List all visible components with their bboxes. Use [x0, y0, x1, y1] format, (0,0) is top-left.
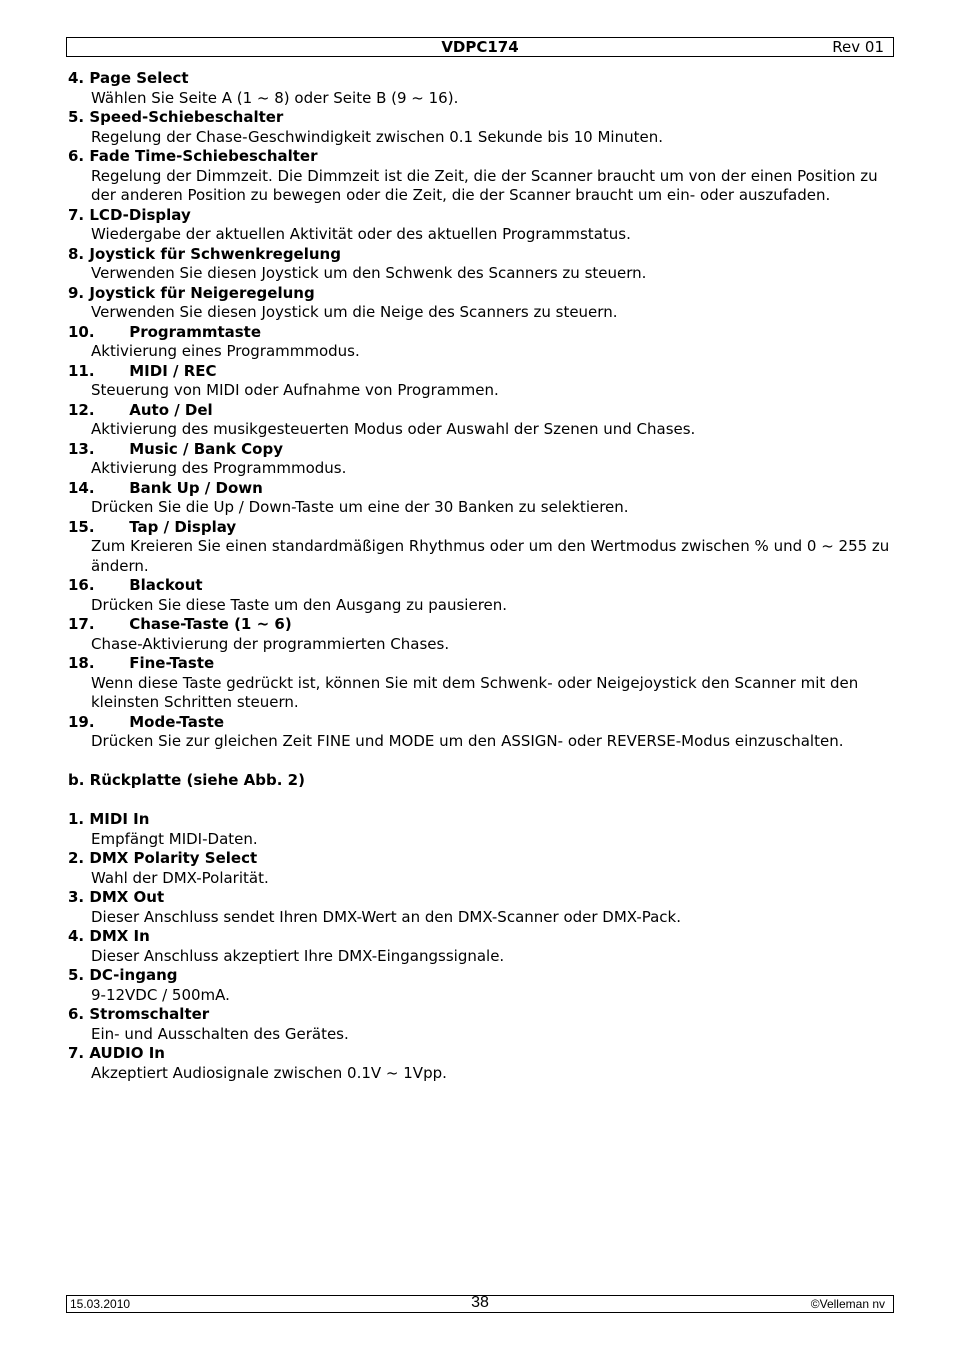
- item-heading: [68, 206, 894, 226]
- list-item: [68, 576, 894, 615]
- item-number: 3.: [68, 888, 85, 906]
- item-description: Dieser Anschluss sendet Ihren DMX-Wert an den DMX-Scanner oder DMX-Pack.: [91, 907, 682, 926]
- item-description: Regelung der Chase-Geschwindigkeit zwischen 0.1 Sekunde bis 10 Minuten.: [91, 127, 663, 146]
- item-number: 5.: [68, 108, 85, 126]
- item-description: Drücken Sie die Up / Down-Taste um eine der 30 Banken zu selektieren.: [91, 498, 629, 516]
- item-title: Blackout: [129, 576, 203, 594]
- item-heading: [68, 1005, 894, 1025]
- item-description: Drücken Sie diese Taste um den Ausgang zu pausieren.: [91, 595, 508, 614]
- item-heading: [68, 927, 894, 947]
- item-title: DMX In: [89, 927, 150, 945]
- item-title: Bank Up / Down: [129, 478, 263, 497]
- list-item: [68, 69, 894, 108]
- item-heading: [68, 1044, 894, 1064]
- item-heading: [68, 849, 894, 869]
- list-item: [68, 108, 894, 147]
- item-number: 4.: [68, 69, 85, 87]
- item-title: DC-ingang: [89, 966, 178, 984]
- item-number: 17.: [68, 615, 95, 633]
- item-heading: [68, 810, 894, 830]
- spacer: [68, 752, 894, 772]
- list-item: [68, 284, 894, 323]
- item-heading: [68, 440, 894, 460]
- item-heading: [68, 888, 894, 908]
- footer-copyright: ©Velleman nv: [810, 1297, 885, 1311]
- section-title-rear-panel: b. Rückplatte (siehe Abb. 2): [68, 771, 305, 789]
- item-heading: [68, 245, 894, 265]
- item-title: Mode-Taste: [129, 712, 225, 731]
- list-item: [68, 888, 894, 927]
- list-item: [68, 713, 894, 752]
- item-number: 10.: [68, 322, 95, 341]
- item-title: Auto / Del: [129, 400, 213, 419]
- list-item: [68, 362, 894, 401]
- item-description: Steuerung von MIDI oder Aufnahme von Programmen.: [91, 381, 499, 399]
- item-number: 12.: [68, 400, 95, 419]
- item-title: DMX Out: [89, 888, 165, 906]
- item-title: MIDI / REC: [129, 361, 217, 380]
- item-number: 6.: [68, 147, 85, 165]
- item-number: 7.: [68, 205, 85, 224]
- revision-label: Rev 01: [832, 38, 884, 56]
- item-title: MIDI In: [89, 810, 150, 828]
- list-item: [68, 966, 894, 1005]
- item-heading: [68, 518, 894, 538]
- page-footer: [66, 1295, 894, 1313]
- item-title: Joystick für Schwenkregelung: [89, 244, 341, 263]
- list-item: [68, 147, 894, 206]
- item-title: Page Select: [89, 69, 189, 87]
- item-description: Empfängt MIDI-Daten.: [91, 829, 258, 848]
- list-item: [68, 401, 894, 440]
- item-number: 16.: [68, 576, 95, 594]
- item-title: LCD-Display: [89, 205, 191, 224]
- item-heading: [68, 654, 894, 674]
- item-number: 14.: [68, 478, 95, 497]
- front-panel-list: [68, 69, 894, 752]
- item-heading: [68, 284, 894, 304]
- item-description: Verwenden Sie diesen Joystick um den Schwenk des Scanners zu steuern.: [91, 264, 647, 282]
- item-description: Dieser Anschluss akzeptiert Ihre DMX-Eingangssignale.: [91, 946, 505, 965]
- item-number: 9.: [68, 283, 85, 302]
- document-body: [68, 69, 894, 1083]
- item-description: Ein- und Ausschalten des Gerätes.: [91, 1024, 349, 1043]
- list-item: [68, 518, 894, 577]
- list-item: [68, 440, 894, 479]
- item-description: Aktivierung des Programmmodus.: [91, 459, 347, 477]
- item-heading: [68, 576, 894, 596]
- item-number: 7.: [68, 1044, 85, 1062]
- item-title: Joystick für Neigeregelung: [89, 283, 315, 302]
- item-description: Wiedergabe der aktuellen Aktivität oder des aktuellen Programmstatus.: [91, 225, 631, 243]
- item-number: 2.: [68, 849, 85, 867]
- item-number: 18.: [68, 654, 95, 672]
- item-title: Chase-Taste (1 ~ 6): [129, 615, 292, 633]
- list-item: [68, 1044, 894, 1083]
- item-title: AUDIO In: [89, 1044, 165, 1062]
- list-item: [68, 654, 894, 713]
- item-title: Tap / Display: [129, 517, 237, 536]
- footer-date: 15.03.2010: [70, 1297, 131, 1311]
- item-description: Wahl der DMX-Polarität.: [91, 868, 269, 887]
- item-title: Programmtaste: [129, 322, 262, 341]
- item-number: 19.: [68, 712, 95, 731]
- rear-panel-list: [68, 810, 894, 1083]
- item-heading: [68, 966, 894, 986]
- item-number: 8.: [68, 244, 85, 263]
- list-item: [68, 849, 894, 888]
- item-description: Zum Kreieren Sie einen standardmäßigen Rhythmus oder um den Wertmodus zwischen % und 0 ~ 255 zu ändern.: [91, 537, 890, 575]
- item-title: Music / Bank Copy: [129, 439, 283, 458]
- item-description: Aktivierung des musikgesteuerten Modus oder Auswahl der Szenen und Chases.: [91, 420, 696, 438]
- list-item: [68, 206, 894, 245]
- item-title: DMX Polarity Select: [89, 849, 258, 867]
- list-item: [68, 479, 894, 518]
- item-description: Drücken Sie zur gleichen Zeit FINE und MODE um den ASSIGN- oder REVERSE-Modus einzuschalten.: [91, 732, 844, 750]
- item-number: 1.: [68, 810, 85, 828]
- item-description: Regelung der Dimmzeit. Die Dimmzeit ist die Zeit, die der Scanner braucht um von der einen Position zu der anderen Position zu bewegen oder die Zeit, die der Scanner braucht um ein- oder auszufaden.: [91, 166, 878, 204]
- page-header: [66, 37, 894, 57]
- item-number: 13.: [68, 439, 95, 458]
- item-heading: [68, 69, 894, 89]
- item-heading: [68, 323, 894, 343]
- list-item: [68, 615, 894, 654]
- list-item: [68, 927, 894, 966]
- list-item: [68, 810, 894, 849]
- item-title: Speed-Schiebeschalter: [89, 108, 284, 126]
- item-title: Fade Time-Schiebeschalter: [89, 147, 318, 165]
- item-description: Verwenden Sie diesen Joystick um die Neige des Scanners zu steuern.: [91, 303, 618, 321]
- item-number: 5.: [68, 966, 85, 984]
- model-number: VDPC174: [441, 38, 519, 56]
- item-number: 15.: [68, 517, 95, 536]
- item-number: 11.: [68, 361, 95, 380]
- list-item: [68, 323, 894, 362]
- spacer: [68, 791, 894, 811]
- page-number: 38: [471, 1294, 489, 1311]
- item-heading: [68, 713, 894, 733]
- item-description: Aktivierung eines Programmmodus.: [91, 342, 360, 360]
- item-number: 6.: [68, 1005, 85, 1023]
- item-description: 9-12VDC / 500mA.: [91, 985, 230, 1004]
- list-item: [68, 245, 894, 284]
- item-heading: [68, 615, 894, 635]
- item-description: Wenn diese Taste gedrückt ist, können Sie mit dem Schwenk- oder Neigejoystick den Scanner mit den kleinsten Schritten steuern.: [91, 673, 859, 711]
- item-title: Fine-Taste: [129, 654, 215, 672]
- item-title: Stromschalter: [89, 1005, 210, 1023]
- item-heading: [68, 401, 894, 421]
- item-heading: [68, 108, 894, 128]
- list-item: [68, 1005, 894, 1044]
- item-description: Chase-Aktivierung der programmierten Chases.: [91, 634, 450, 653]
- item-heading: [68, 479, 894, 499]
- item-number: 4.: [68, 927, 85, 945]
- item-heading: [68, 362, 894, 382]
- item-heading: [68, 147, 894, 167]
- item-description: Akzeptiert Audiosignale zwischen 0.1V ~ 1Vpp.: [91, 1063, 447, 1082]
- item-description: Wählen Sie Seite A (1 ~ 8) oder Seite B (9 ~ 16).: [91, 88, 459, 107]
